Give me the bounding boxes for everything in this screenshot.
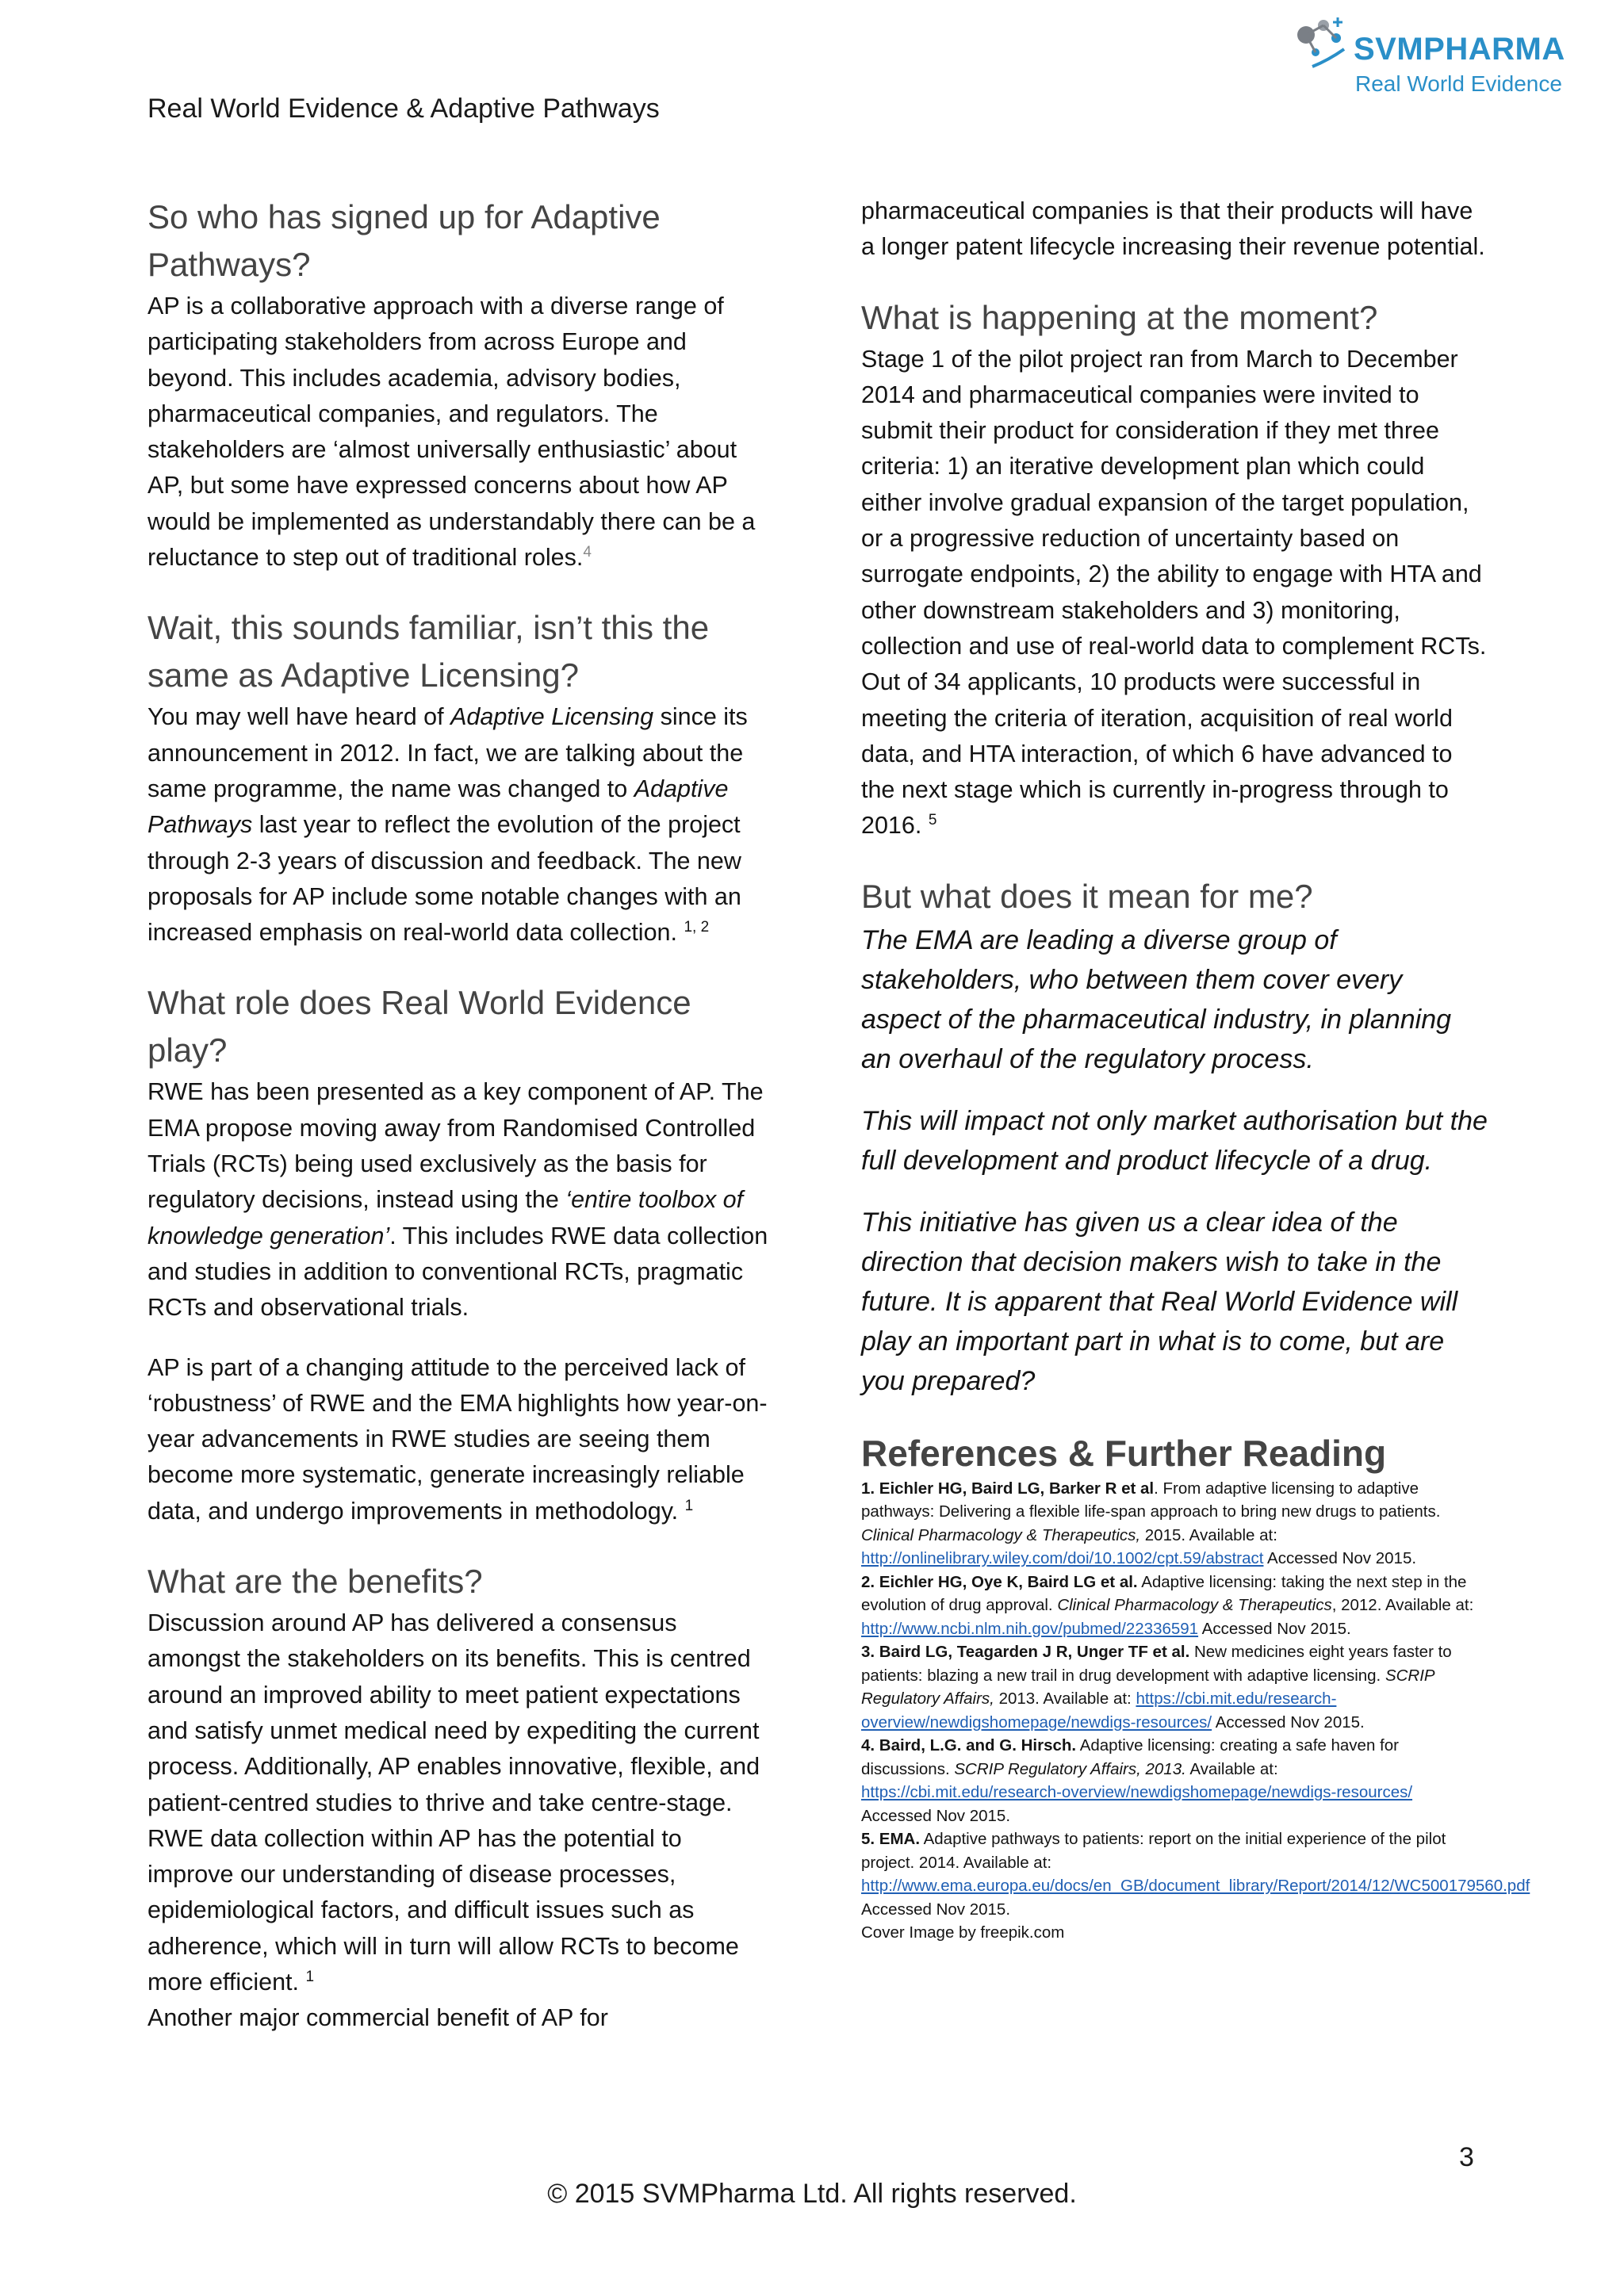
reference-link[interactable]: http://www.ema.europa.eu/docs/en_GB/document_library/Report/2014/12/WC500179560.pdf [861,1877,1530,1896]
paragraph-adaptive-licensing: You may well have heard of Adaptive Licensing since its announcement in 2012. In fact, we are talking about the same programme, the name was changed to Adaptive Pathways last year to reflect the evolution of the project through 2-3 years of discussion and feedback. The new proposals for AP include some notable changes with an increased emphasis on real-world data collection. $^{1, 2}$ [147,703,748,947]
paragraph-pilot: Stage 1 of the pilot project ran from March to December 2014 and pharmaceutical companies were invited to submit their product for consideration if they met three criteria: 1) an iterative development plan which could either involve gradual expansion of the target population, or a progressive reduction of uncertainty based on surrogate endpoints, 2) the ability to engage with HTA and other downstream stakeholders and 3) monitoring, collection and use of real-world data to complement RCTs. Out of 34 applicants, 10 products were successful in meeting the criteria of iteration, acquisition of real world data, and HTA interaction, of which 6 have advanced to the next stage which is currently in-progress through to 2016. $^5$ [861,345,1487,840]
left-column [147,193,771,2037]
section-heading-moment: What is happening at the moment? [861,298,1378,336]
citation-1: 1 [684,1497,694,1514]
reference-item: 1. Eichler HG, Baird LG, Barker R et al. From adaptive licensing to adaptive pathways: Delivering a flexible life-span approach to bring new drugs to patients. Clinical Pharmacology & Therapeutics, 2015. Available at: http://onlinelibrary.wiley.com/doi/10.1002/cpt.59/abstract Accessed Nov 2015. [861,1479,1441,1568]
reference-link[interactable]: https://cbi.mit.edu/research-overview/newdigshomepage/newdigs-resources/ [861,1783,1413,1802]
section-heading-mean-for-me: But what does it mean for me? [861,877,1313,915]
references-heading: References & Further Reading [861,1432,1387,1474]
citation-1-2: 1, 2 [684,919,710,936]
emphasis-paragraph-1: The EMA are leading a diverse group of stakeholders, who between them cover every aspect of the pharmaceutical industry, in planning an overhaul of the regulatory process. [861,924,1452,1074]
emphasis-paragraph-3: This initiative has given us a clear idea of the direction that decision makers wish to take in the future. It is apparent that Real World Evidence will play an important part in what is to come, but are you prepared? [861,1207,1458,1396]
logo-subtitle: Real World Evidence [1355,71,1562,96]
logo-molecule-icon [1289,11,1358,82]
citation-1b: 1 [305,1968,315,1985]
right-column [861,193,1530,1945]
paragraph-benefits: Discussion around AP has delivered a consensus amongst the stakeholders on its benefits. This is centred around an improved ability to meet patient expectations and satisfy unmet medical need by expediting the current process. Additionally, AP enables innovative, flexible, and patient-centred studies to thrive and take centre-stage. RWE data collection within AP has the potential to improve our understanding of disease processes, epidemiological factors, and difficult issues such as adherence, which will in turn will allow RCTs to become more efficient. $^1$ Another major commercial benefit of AP for [147,1609,760,2032]
reference-item: 2. Eichler HG, Oye K, Baird LG et al. Adaptive licensing: taking the next step in the evolution of drug approval. Clinical Pharmacology & Therapeutics, 2012. Available at: http://www.ncbi.nlm.nih.gov/pubmed/22336591 Accessed Nov 2015. [861,1572,1474,1638]
copyright-footer: © 2015 SVMPharma Ltd. All rights reserved. [547,2179,1077,2209]
paragraph-signed-up: AP is a collaborative approach with a diverse range of participating stakeholders from across Europe and beyond. This includes academia, advisory bodies, pharmaceutical companies, and regulators. The stakeholders are ‘almost universally enthusiastic’ about AP, but some have expressed concerns about how AP would be implemented as understandably there can be a reluctance to step out of traditional roles.$^4$ [147,293,756,572]
paragraph-continued: pharmaceutical companies is that their products will have a longer patent lifecycle increasing their revenue potential. [861,197,1485,261]
paragraph-rwe-role: RWE has been presented as a key component of AP. The EMA propose moving away from Randomised Controlled Trials (RCTs) being used exclusively as the basis for regulatory decisions, instead using the ‘entire toolbox of knowledge generation’. This includes RWE data collection and studies in addition to conventional RCTs, pragmatic RCTs and observational trials. [147,1078,768,1322]
paragraph-robustness: AP is part of a changing attitude to the perceived lack of ‘robustness’ of RWE and the EMA highlights how year-on-year advancements in RWE studies are seeing them become more systematic, generate increasingly reliable data, and undergo improvements in methodology. $^1$ [147,1353,768,1525]
reference-list [861,1477,1530,1945]
section-heading-rwe-role: What role does Real World Evidence play? [147,984,691,1070]
reference-item: 3. Baird LG, Teagarden J R, Unger TF et al. New medicines eight years faster to patients: blazing a new trail in drug development with adaptive licensing. SCRIP Regulatory Affairs, 2013. Available at: https://cbi.mit.edu/research-overview/newdigshomepage/newdigs-resources/ Accessed Nov 2015. [861,1643,1452,1732]
reference-link[interactable]: http://onlinelibrary.wiley.com/doi/10.1002/cpt.59/abstract [861,1549,1264,1568]
reference-item: 5. EMA. Adaptive pathways to patients: report on the initial experience of the pilot project. 2014. Available at: http://www.ema.europa.eu/docs/en_GB/document_library/Report/2014/12/WC500179560.pdf Accessed Nov 2015. [861,1830,1530,1919]
page-number: 3 [1459,2142,1474,2172]
reference-item: 4. Baird, L.G. and G. Hirsch. Adaptive licensing: creating a safe haven for discussions. SCRIP Regulatory Affairs, 2013. Available at: https://cbi.mit.edu/research-overview/newdigshomepage/newdigs-resources/ Accessed Nov 2015. [861,1736,1413,1825]
cover-image-credit: Cover Image by freepik.com [861,1923,1065,1942]
section-heading-benefits: What are the benefits? [147,1563,483,1601]
section-heading-signed-up: So who has signed up for Adaptive Pathways? [147,198,661,283]
header-title: Real World Evidence & Adaptive Pathways [147,94,660,124]
citation-4: 4 [583,544,592,561]
company-logo [1289,11,1574,102]
emphasis-paragraph-2: This will impact not only market authorisation but the full development and product lifecycle of a drug. [861,1105,1488,1176]
logo-name: SVMPHARMA [1354,32,1565,67]
reference-link[interactable]: https://cbi.mit.edu/research-overview/newdigshomepage/newdigs-resources/ [861,1689,1337,1732]
citation-5: 5 [928,812,937,829]
section-heading-familiar: Wait, this sounds familiar, isn’t this the same as Adaptive Licensing? [147,609,710,695]
reference-link[interactable]: http://www.ncbi.nlm.nih.gov/pubmed/22336591 [861,1619,1199,1638]
